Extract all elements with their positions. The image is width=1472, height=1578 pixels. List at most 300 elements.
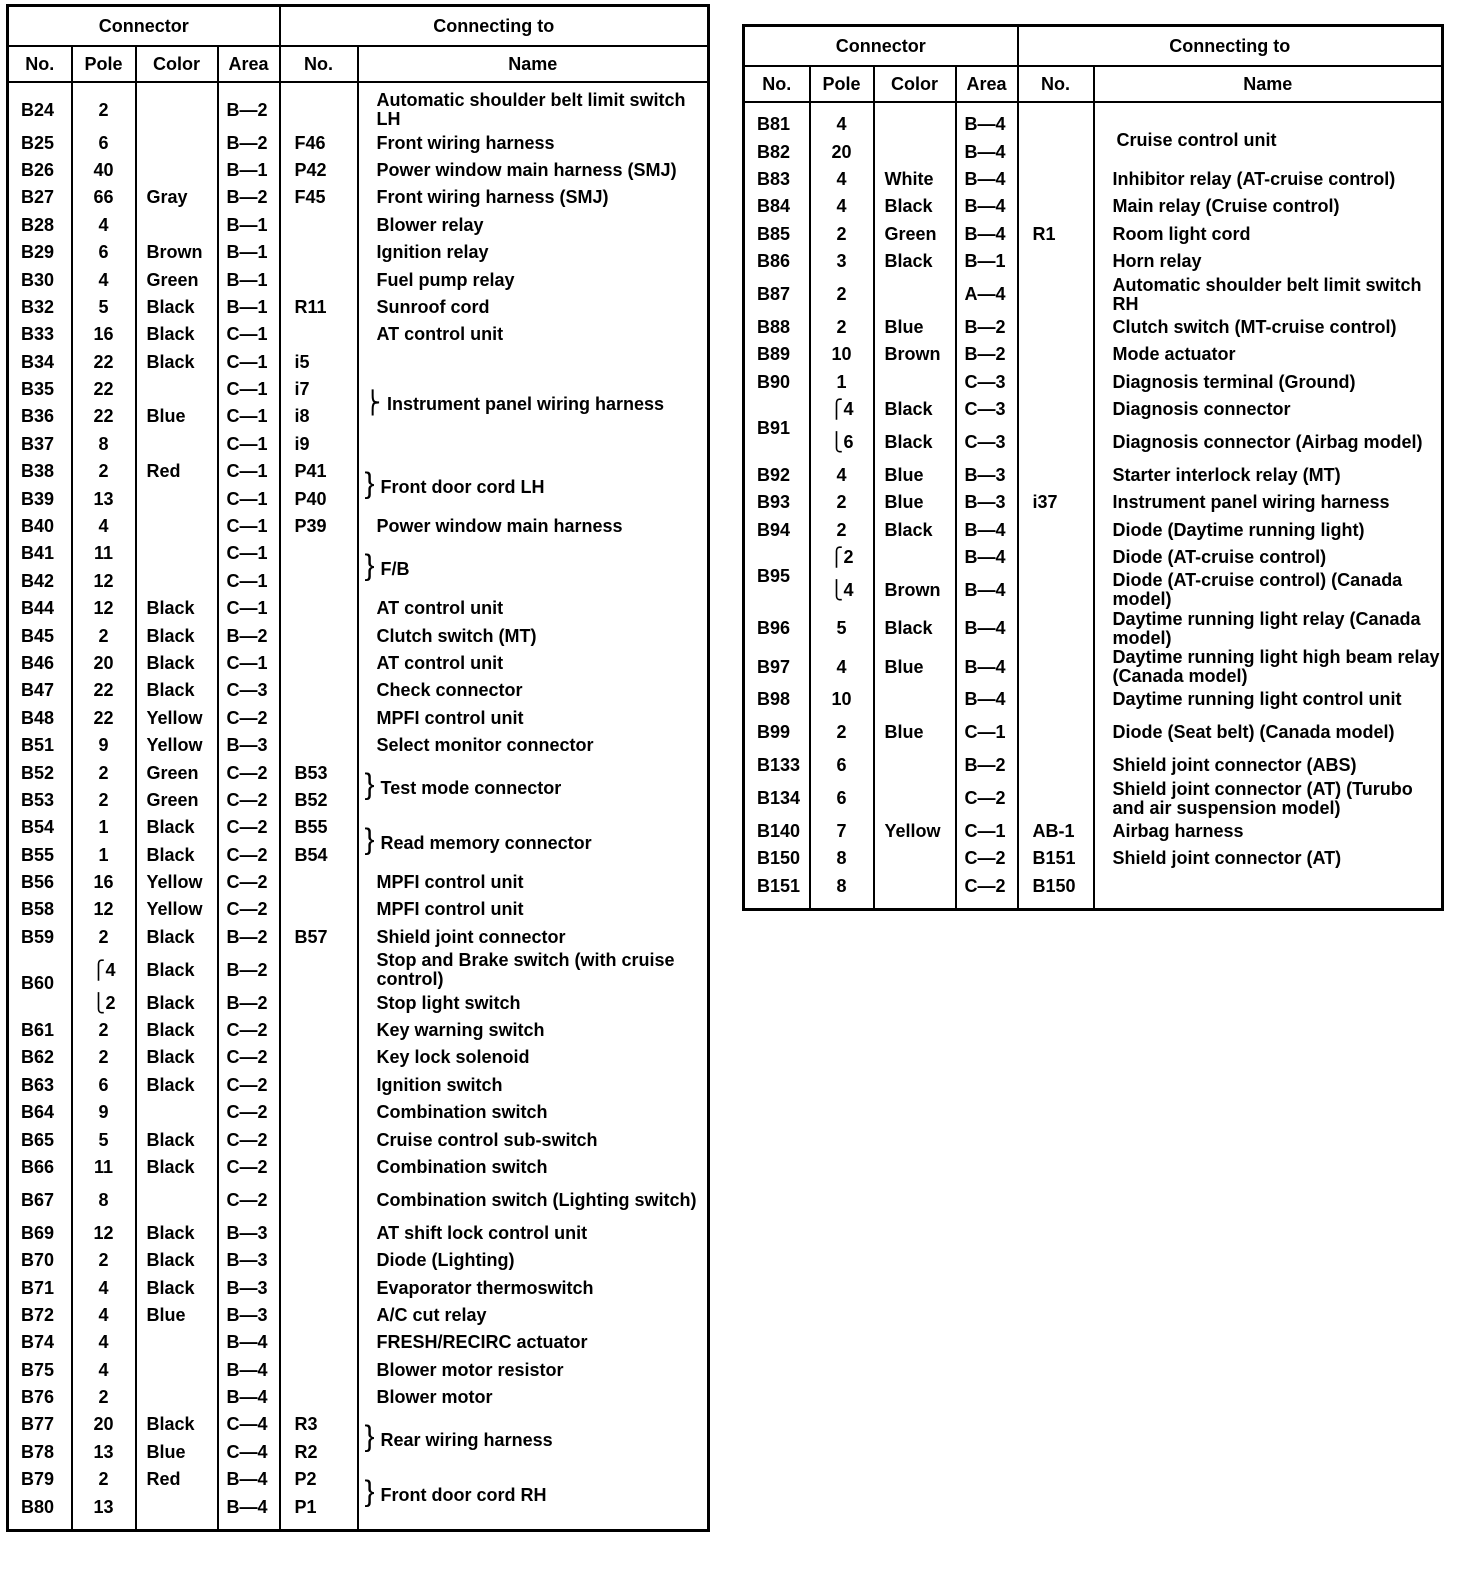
- area-cell: C—1: [218, 458, 280, 485]
- area-cell: B—4: [956, 686, 1018, 713]
- connecting-no-cell: R3: [280, 1411, 358, 1438]
- padding-cell: [72, 1521, 136, 1531]
- area-cell: B—4: [956, 111, 1018, 138]
- pole-cell: [72, 896, 136, 923]
- pole-value: 10: [831, 344, 852, 365]
- connecting-no-cell: [280, 1017, 358, 1044]
- connector-no-cell: B61: [8, 1017, 72, 1044]
- area-cell: C—1: [218, 376, 280, 403]
- connector-no-cell: B39: [8, 485, 72, 512]
- connecting-no-cell: AB-1: [1018, 818, 1094, 845]
- table-row: [744, 873, 1443, 900]
- connector-no-cell: B25: [8, 129, 72, 156]
- color-cell: Brown: [874, 571, 956, 609]
- connector-no-cell: B81: [744, 111, 810, 138]
- color-cell: Red: [136, 458, 218, 485]
- color-cell: Black: [874, 610, 956, 648]
- connecting-name-cell: MPFI control unit: [358, 896, 709, 923]
- pole-value: 12: [93, 570, 114, 591]
- color-cell: Black: [874, 396, 956, 423]
- color-cell: [136, 91, 218, 129]
- connector-no-cell: B80: [8, 1493, 72, 1520]
- color-cell: Gray: [136, 184, 218, 211]
- no-column-header: No.: [744, 66, 810, 102]
- connecting-no-cell: [280, 869, 358, 896]
- area-cell: B—1: [956, 248, 1018, 275]
- color-cell: [136, 1099, 218, 1126]
- color-cell: Green: [874, 221, 956, 248]
- table-row: [8, 157, 709, 184]
- pole-cell: [72, 513, 136, 540]
- area-cell: C—1: [218, 650, 280, 677]
- pole-cell: [72, 677, 136, 704]
- pole-value: 6: [843, 431, 854, 452]
- area-cell: B—2: [956, 341, 1018, 368]
- color-cell: Yellow: [136, 869, 218, 896]
- pole-value: 6: [98, 132, 109, 153]
- table-row: [744, 610, 1443, 648]
- connecting-name-cell: Key lock solenoid: [358, 1044, 709, 1071]
- connector-no-cell: B63: [8, 1072, 72, 1099]
- pole-value: 1: [98, 817, 109, 838]
- pole-value: 2: [98, 1250, 109, 1271]
- group-brace-icon: }: [364, 1474, 375, 1508]
- pole-cell: [810, 516, 874, 543]
- table-row: [8, 239, 709, 266]
- pole-cell: [72, 239, 136, 266]
- area-cell: B—3: [218, 1247, 280, 1274]
- table-row: [744, 516, 1443, 543]
- connecting-no-cell: [280, 951, 358, 989]
- connecting-no-cell: [280, 239, 358, 266]
- connecting-no-cell: [1018, 275, 1094, 313]
- right-connector-table: [742, 24, 1444, 911]
- area-cell: C—2: [218, 1126, 280, 1153]
- table-row: [8, 622, 709, 649]
- padding-cell: [8, 82, 72, 91]
- padding-cell: [874, 900, 956, 910]
- no-column-header: No.: [8, 46, 72, 82]
- color-cell: Black: [136, 989, 218, 1016]
- pole-value: 6: [836, 788, 847, 809]
- area-cell: B—4: [956, 544, 1018, 571]
- padding-cell: [1094, 102, 1443, 111]
- table-row: [744, 396, 1443, 423]
- pole-cell: [72, 1220, 136, 1247]
- connecting-no-cell: [1018, 779, 1094, 817]
- connecting-name-cell: Power window main harness (SMJ): [358, 157, 709, 184]
- color-cell: Black: [136, 650, 218, 677]
- connecting-name-text: Front door cord RH: [380, 1484, 547, 1505]
- connector-no-cell: B83: [744, 166, 810, 193]
- color-cell: [136, 1384, 218, 1411]
- pole-value: 2: [105, 992, 116, 1013]
- connecting-no-cell: B150: [1018, 873, 1094, 900]
- area-cell: B—4: [956, 138, 1018, 165]
- area-cell: B—3: [218, 1274, 280, 1301]
- area-cell: B—1: [218, 294, 280, 321]
- table-row: [744, 221, 1443, 248]
- color-cell: Black: [136, 321, 218, 348]
- connector-no-cell: B54: [8, 814, 72, 841]
- pole-value: 2: [98, 1047, 109, 1068]
- connector-no-cell: B95: [744, 544, 810, 610]
- connector-no-cell: B86: [744, 248, 810, 275]
- connecting-no-cell: i37: [1018, 489, 1094, 516]
- pole-value: 2: [98, 1469, 109, 1490]
- pole-cell: [810, 686, 874, 713]
- padding-cell: [874, 102, 956, 111]
- area-cell: B—2: [218, 924, 280, 951]
- pole-cell: [810, 462, 874, 489]
- pole-cell: [72, 650, 136, 677]
- connecting-no-column-header: No.: [280, 46, 358, 82]
- table-row: [8, 513, 709, 540]
- connector-no-cell: B38: [8, 458, 72, 485]
- padding-cell: [218, 82, 280, 91]
- connector-no-cell: B51: [8, 732, 72, 759]
- connecting-no-cell: [280, 989, 358, 1016]
- connecting-name-cell: Shield joint connector: [358, 924, 709, 951]
- area-cell: C—3: [956, 396, 1018, 423]
- table-row: [8, 1220, 709, 1247]
- padding-cell: [1018, 102, 1094, 111]
- pole-value: 4: [836, 168, 847, 189]
- pole-value: 2: [98, 625, 109, 646]
- pole-value: 2: [98, 461, 109, 482]
- color-cell: Black: [136, 1044, 218, 1071]
- table-row: [8, 348, 709, 375]
- color-cell: Blue: [136, 1302, 218, 1329]
- pole-cell: [72, 1439, 136, 1466]
- connector-no-cell: B134: [744, 779, 810, 817]
- connecting-name-cell: Diode (Lighting): [358, 1247, 709, 1274]
- connecting-name-cell: Main relay (Cruise control): [1094, 193, 1443, 220]
- color-cell: [136, 540, 218, 567]
- pole-cell: [72, 1356, 136, 1383]
- table-row: [8, 1017, 709, 1044]
- table-row: [744, 648, 1443, 686]
- color-cell: Black: [136, 294, 218, 321]
- pole-value: 10: [831, 689, 852, 710]
- connector-no-cell: B27: [8, 184, 72, 211]
- pole-cell: [72, 1247, 136, 1274]
- connecting-no-cell: i9: [280, 431, 358, 458]
- pole-value: 2: [836, 223, 847, 244]
- area-column-header: Area: [218, 46, 280, 82]
- connecting-no-column-header: No.: [1018, 66, 1094, 102]
- connector-no-cell: B140: [744, 818, 810, 845]
- connecting-no-cell: [1018, 341, 1094, 368]
- padding-cell: [358, 1521, 709, 1531]
- connector-no-cell: B28: [8, 212, 72, 239]
- connecting-no-cell: [1018, 571, 1094, 609]
- name-column-header: Name: [1094, 66, 1443, 102]
- table-row: [744, 489, 1443, 516]
- pole-cell: [72, 842, 136, 869]
- area-cell: C—2: [218, 1099, 280, 1126]
- connecting-no-cell: P40: [280, 485, 358, 512]
- pole-cell: [72, 1329, 136, 1356]
- connecting-no-cell: [1018, 752, 1094, 779]
- pole-cell: [72, 924, 136, 951]
- connecting-no-cell: P42: [280, 157, 358, 184]
- connector-no-cell: B150: [744, 845, 810, 872]
- connector-no-cell: B69: [8, 1220, 72, 1247]
- area-cell: B—2: [218, 989, 280, 1016]
- connecting-no-cell: i7: [280, 376, 358, 403]
- pole-cell: [810, 341, 874, 368]
- table-row: [8, 1411, 709, 1438]
- pole-value: 2: [836, 519, 847, 540]
- connecting-no-cell: [1018, 648, 1094, 686]
- color-cell: Black: [136, 677, 218, 704]
- pole-cell: [810, 489, 874, 516]
- pole-value: 4: [98, 1332, 109, 1353]
- color-cell: Black: [136, 924, 218, 951]
- connecting-no-cell: i8: [280, 403, 358, 430]
- connector-no-cell: B30: [8, 266, 72, 293]
- table-row: [8, 595, 709, 622]
- area-cell: C—2: [218, 1154, 280, 1181]
- padding-cell: [810, 900, 874, 910]
- pole-value: 4: [98, 1277, 109, 1298]
- color-cell: Brown: [136, 239, 218, 266]
- connector-no-cell: B40: [8, 513, 72, 540]
- pole-value: 12: [93, 899, 114, 920]
- connecting-no-cell: B53: [280, 759, 358, 786]
- connector-no-cell: B85: [744, 221, 810, 248]
- padding-cell: [744, 900, 810, 910]
- padding-cell: [8, 1521, 72, 1531]
- pole-value: 1: [98, 844, 109, 865]
- area-cell: A—4: [956, 275, 1018, 313]
- connecting-name-cell: Daytime running light high beam relay (Canada model): [1094, 648, 1443, 686]
- table-row: [744, 714, 1443, 752]
- table-row: [8, 650, 709, 677]
- connecting-name-cell: Horn relay: [1094, 248, 1443, 275]
- area-cell: B—3: [218, 1302, 280, 1329]
- table-row: [744, 314, 1443, 341]
- table-row: [8, 1302, 709, 1329]
- pole-value: 6: [836, 755, 847, 776]
- table-row: [8, 1274, 709, 1301]
- pole-cell: [72, 1411, 136, 1438]
- table-row: [8, 1072, 709, 1099]
- connector-no-cell: B70: [8, 1247, 72, 1274]
- color-cell: [136, 1329, 218, 1356]
- connector-no-cell: B56: [8, 869, 72, 896]
- connecting-no-cell: [280, 732, 358, 759]
- connecting-no-cell: [280, 1181, 358, 1219]
- area-cell: C—2: [218, 759, 280, 786]
- table-row: [744, 166, 1443, 193]
- connecting-name-cell: Combination switch: [358, 1099, 709, 1126]
- pole-cell: [72, 431, 136, 458]
- table-row: [744, 111, 1443, 138]
- table-row: [744, 248, 1443, 275]
- color-cell: Black: [136, 1411, 218, 1438]
- connecting-name-cell: FRESH/RECIRC actuator: [358, 1329, 709, 1356]
- connector-no-cell: B64: [8, 1099, 72, 1126]
- area-cell: B—3: [218, 1220, 280, 1247]
- connector-header: Connector: [744, 26, 1018, 67]
- pole-value: 20: [93, 1414, 114, 1435]
- connecting-name-cell: MPFI control unit: [358, 869, 709, 896]
- pole-cell: [72, 376, 136, 403]
- connector-no-cell: B74: [8, 1329, 72, 1356]
- connector-no-cell: B78: [8, 1439, 72, 1466]
- pole-cell: [810, 111, 874, 138]
- pole-cell: [72, 787, 136, 814]
- area-cell: C—1: [218, 348, 280, 375]
- color-cell: Black: [874, 193, 956, 220]
- table-row: [8, 1044, 709, 1071]
- connecting-no-cell: [1018, 396, 1094, 423]
- color-cell: Blue: [874, 648, 956, 686]
- connecting-name-cell: Instrument panel wiring harness: [1094, 489, 1443, 516]
- pole-value: 6: [98, 1074, 109, 1095]
- pole-cell: [72, 951, 136, 989]
- connecting-no-cell: [1018, 714, 1094, 752]
- connecting-name-cell: [358, 1411, 709, 1466]
- connecting-name-cell: Check connector: [358, 677, 709, 704]
- color-cell: Yellow: [874, 818, 956, 845]
- connecting-no-cell: P39: [280, 513, 358, 540]
- area-cell: C—2: [218, 787, 280, 814]
- pole-cell: [810, 714, 874, 752]
- connector-no-cell: B58: [8, 896, 72, 923]
- connecting-name-cell: AT control unit: [358, 650, 709, 677]
- area-cell: B—4: [218, 1356, 280, 1383]
- connecting-name-cell: [358, 759, 709, 814]
- table-row: [8, 814, 709, 841]
- pole-cell: [810, 248, 874, 275]
- pole-column-header: Pole: [72, 46, 136, 82]
- connecting-no-cell: F45: [280, 184, 358, 211]
- connecting-no-cell: [280, 1329, 358, 1356]
- connecting-no-cell: B54: [280, 842, 358, 869]
- pole-value: 16: [93, 872, 114, 893]
- color-cell: Black: [874, 516, 956, 543]
- pole-value: 2: [98, 99, 109, 120]
- color-cell: Red: [136, 1466, 218, 1493]
- pole-value: 2: [836, 492, 847, 513]
- padding-cell: [956, 900, 1018, 910]
- connecting-no-cell: [280, 622, 358, 649]
- connecting-name-cell: Blower motor: [358, 1384, 709, 1411]
- connecting-name-cell: Diagnosis connector: [1094, 396, 1443, 423]
- pole-value: 13: [93, 1496, 114, 1517]
- connector-no-cell: B88: [744, 314, 810, 341]
- connecting-no-cell: [1018, 166, 1094, 193]
- pole-cell: [72, 348, 136, 375]
- color-cell: [874, 111, 956, 138]
- pole-cell: [72, 403, 136, 430]
- padding-cell: [810, 102, 874, 111]
- color-cell: [874, 752, 956, 779]
- connecting-name-cell: Automatic shoulder belt limit switch RH: [1094, 275, 1443, 313]
- group-brace-icon: ⎬: [364, 389, 381, 415]
- connecting-no-cell: [280, 595, 358, 622]
- area-cell: C—2: [218, 842, 280, 869]
- connecting-no-cell: R1: [1018, 221, 1094, 248]
- area-cell: C—1: [218, 540, 280, 567]
- connecting-name-text: Test mode connector: [380, 778, 562, 799]
- connecting-no-cell: B52: [280, 787, 358, 814]
- connecting-name-cell: Blower relay: [358, 212, 709, 239]
- connector-no-cell: B29: [8, 239, 72, 266]
- area-cell: B—2: [218, 129, 280, 156]
- table-row: [744, 368, 1443, 395]
- pole-value: 22: [93, 379, 114, 400]
- connector-no-cell: B37: [8, 431, 72, 458]
- connector-no-cell: B35: [8, 376, 72, 403]
- area-cell: C—2: [218, 896, 280, 923]
- pole-value: 2: [98, 1387, 109, 1408]
- connecting-name-cell: Key warning switch: [358, 1017, 709, 1044]
- brace-bottom-icon: ⎩: [829, 431, 844, 452]
- area-cell: C—1: [218, 595, 280, 622]
- pole-value: 22: [93, 680, 114, 701]
- connecting-name-cell: Daytime running light control unit: [1094, 686, 1443, 713]
- pole-cell: [72, 568, 136, 595]
- pole-column-header: Pole: [810, 66, 874, 102]
- connecting-name-cell: Diagnosis connector (Airbag model): [1094, 423, 1443, 461]
- connecting-no-cell: [280, 677, 358, 704]
- area-cell: B—2: [218, 184, 280, 211]
- pole-value: 4: [836, 656, 847, 677]
- connecting-no-cell: [280, 650, 358, 677]
- connecting-no-cell: R11: [280, 294, 358, 321]
- area-cell: B—3: [956, 462, 1018, 489]
- area-cell: C—1: [956, 714, 1018, 752]
- color-cell: Blue: [136, 403, 218, 430]
- pole-cell: [72, 1384, 136, 1411]
- connecting-name-cell: Mode actuator: [1094, 341, 1443, 368]
- pole-value: 2: [98, 762, 109, 783]
- area-column-header: Area: [956, 66, 1018, 102]
- connecting-no-cell: [1018, 111, 1094, 138]
- color-cell: Green: [136, 759, 218, 786]
- connecting-no-cell: [1018, 368, 1094, 395]
- table-row: [744, 423, 1443, 461]
- color-cell: Yellow: [136, 896, 218, 923]
- color-cell: [874, 873, 956, 900]
- color-cell: Blue: [874, 462, 956, 489]
- connecting-no-cell: [280, 705, 358, 732]
- pole-value: 4: [836, 196, 847, 217]
- pole-value: 5: [836, 618, 847, 639]
- connector-no-cell: B133: [744, 752, 810, 779]
- pole-value: 4: [98, 1359, 109, 1380]
- color-cell: Black: [136, 622, 218, 649]
- pole-cell: [810, 275, 874, 313]
- connecting-name-text: Cruise control unit: [1116, 129, 1277, 150]
- table-row: [8, 540, 709, 567]
- area-cell: B—4: [956, 610, 1018, 648]
- pole-cell: [72, 321, 136, 348]
- connecting-name-text: F/B: [380, 559, 410, 580]
- connecting-no-cell: [280, 1302, 358, 1329]
- padding-cell: [72, 82, 136, 91]
- area-cell: B—3: [218, 732, 280, 759]
- connecting-no-cell: [1018, 138, 1094, 165]
- pole-value: 22: [93, 406, 114, 427]
- connecting-no-cell: [280, 1044, 358, 1071]
- padding-cell: [956, 102, 1018, 111]
- padding-cell: [1094, 900, 1443, 910]
